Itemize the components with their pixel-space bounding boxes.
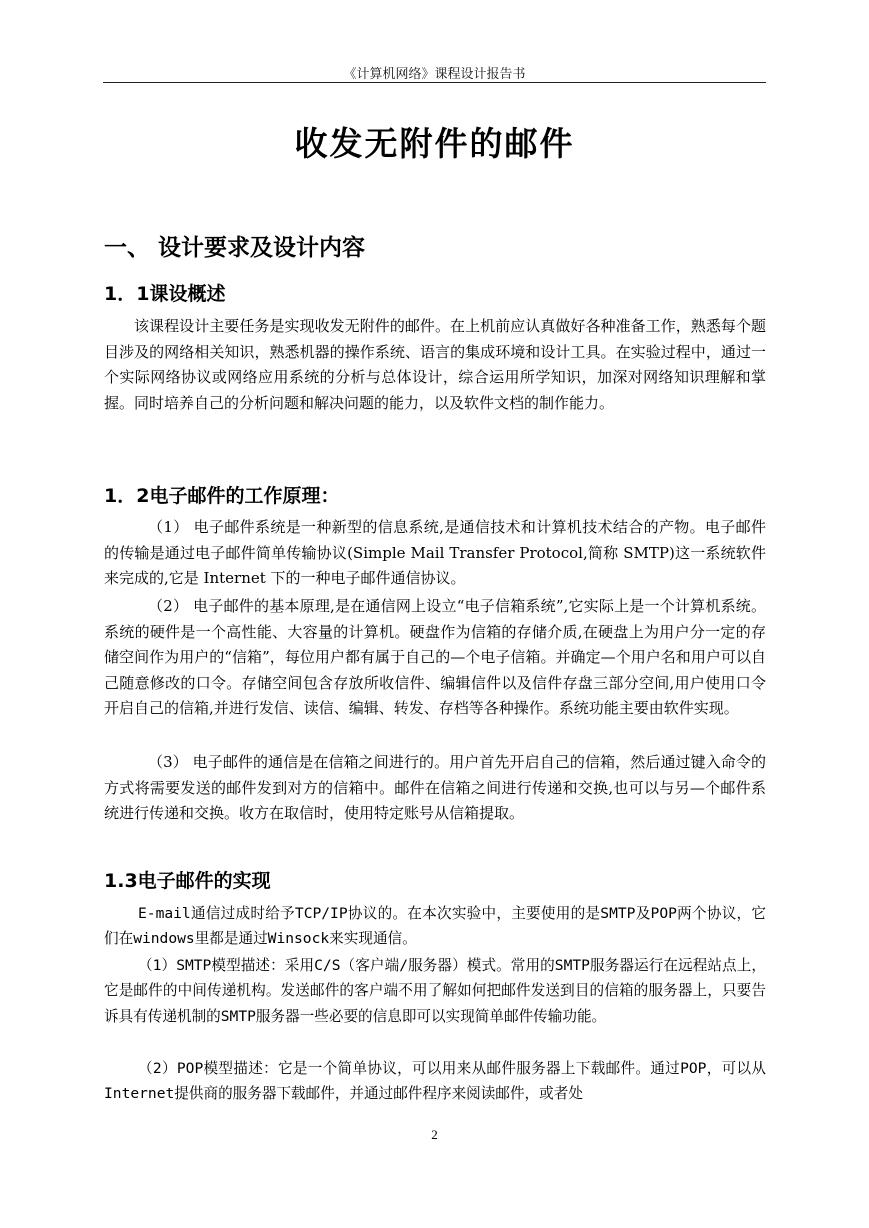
paragraph-implementation-intro: E-mail通信过成时给予TCP/IP协议的。在本次实验中，主要使用的是SMTP及POP两个协议，它们在windows里都是通过Winsock来实现通信。	[104, 905, 766, 948]
subsection-heading-1-2: 1．2电子邮件的工作原理：	[104, 485, 340, 507]
subsection-heading-1-3: 1.3电子邮件的实现	[104, 870, 271, 892]
paragraph-overview: 该课程设计主要任务是实现收发无附件的邮件。在上机前应认真做好各种准备工作，熟悉每个题目涉及的网络相关知识，熟悉机器的操作系统、语言的集成环境和设计工具。在实验过程中，通过一个实际网络协议或网络应用系统的分析与总体设计，综合运用所学知识，加深对网络知识理解和掌握。同时培养自己的分析问题和解决问题的能力，以及软件文档的制作能力。	[104, 317, 766, 412]
paragraph-pop-model: （2）POP模型描述：它是一个简单协议，可以用来从邮件服务器上下载邮件。通过POP，可以从Internet提供商的服务器下载邮件，并通过邮件程序来阅读邮件，或者处	[104, 1060, 766, 1103]
document-title: 收发无附件的邮件	[294, 124, 575, 163]
running-header: 《计算机网络》课程设计报告书	[343, 67, 526, 82]
page-number: 2	[431, 1127, 438, 1142]
paragraph-smtp-model: （1）SMTP模型描述：采用C/S（客户端/服务器）模式。常用的SMTP服务器运行在远程站点上，它是邮件的中间传递机构。发送邮件的客户端不用了解如何把邮件发送到目的信箱的服务器上，只要告诉具有传递机制的SMTP服务器一些必要的信息即可以实现简单邮件传输功能。	[104, 957, 766, 1025]
paragraph-principle-1: （1） 电子邮件系统是一种新型的信息系统,是通信技术和计算机技术结合的产物。电子邮件的传输是通过电子邮件简单传输协议(Simple Mail Transfer Protocol,简称 SMTP)这一系统软件来完成的,它是 Internet 下的一种电子邮件通信协议。	[104, 518, 766, 588]
header-rule	[103, 82, 766, 83]
paragraph-principle-2: （2） 电子邮件的基本原理,是在通信网上设立“电子信箱系统”,它实际上是一个计算机系统。系统的硬件是一个高性能、大容量的计算机。硬盘作为信箱的存储介质,在硬盘上为用户分一定的存储空间作为用户的“信箱”，每位用户都有属于自己的—个电子信箱。并确定—个用户名和用户可以自己随意修改的口令。存储空间包含存放所收信件、编辑信件以及信件存盘三部分空间,用户使用口令开启自己的信箱,并进行发信、读信、编辑、转发、存档等各种操作。系统功能主要由软件实现。	[104, 597, 766, 718]
section-heading-1: 一、 设计要求及设计内容	[104, 235, 366, 261]
subsection-heading-1-1: 1．1课设概述	[104, 283, 226, 305]
paragraph-principle-3: （3） 电子邮件的通信是在信箱之间进行的。用户首先开启自己的信箱，然后通过键入命令的方式将需要发送的邮件发到对方的信箱中。邮件在信箱之间进行传递和交换,也可以与另—个邮件系统进行传递和交换。收方在取信时，使用特定账号从信箱提取。	[104, 753, 766, 823]
